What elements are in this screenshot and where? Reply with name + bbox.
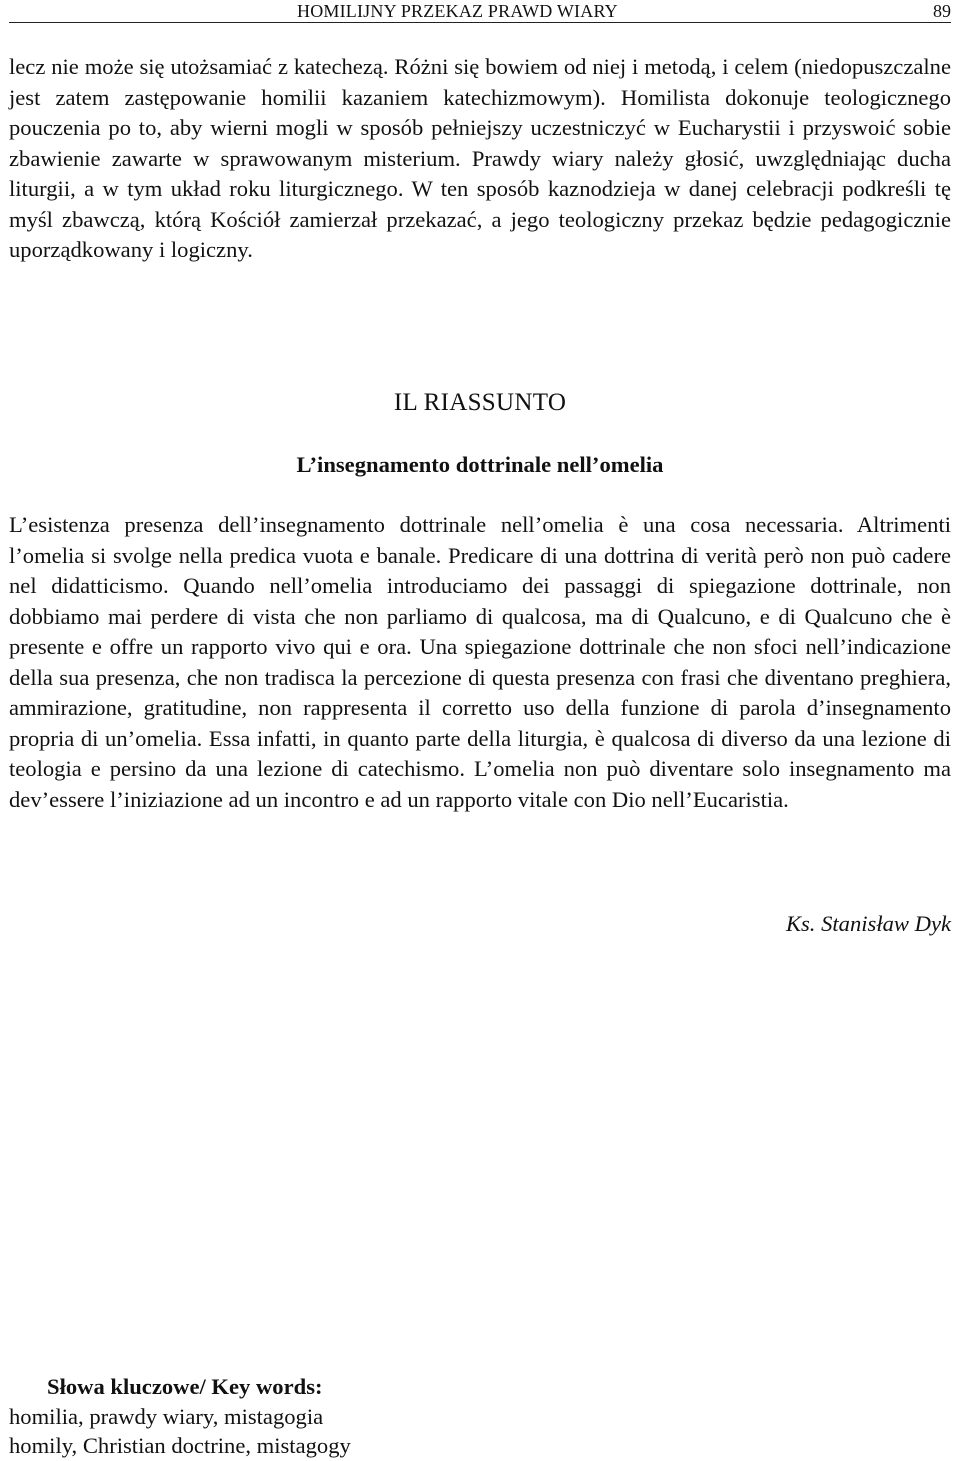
keywords-english: homily, Christian doctrine, mistagogy <box>9 1433 351 1458</box>
keywords-label: Słowa kluczowe/ Key words: <box>47 1374 323 1399</box>
page-number: 89 <box>933 1 951 21</box>
document-page <box>9 0 951 1460</box>
summary-heading: IL RIASSUNTO <box>393 389 567 416</box>
running-header <box>9 0 951 23</box>
running-title: HOMILIJNY PRZEKAZ PRAWD WIARY <box>297 1 618 21</box>
author-signature: Ks. Stanisław Dyk <box>785 911 951 936</box>
keywords-polish: homilia, prawdy wiary, mistagogia <box>9 1403 324 1429</box>
summary-title: L’insegnamento dottrinale nell’omelia <box>296 452 664 477</box>
body-paragraph-polish: lecz nie może się utożsamiać z katechezą. Różni się bowiem od niej i metodą, i celem (niedopuszczalne jest zatem zastępowanie homilii kazaniem katechizmowym). Homilista dokonuje teologicznego pouczenia po to, aby wierni mogli w sposób pełniejszy uczestniczyć w Eucharystii i przyswoić sobie zbawienie zawarte w sprawowanym misterium. Prawdy wiary należy głosić, uwzględniając ducha liturgii, a w tym układ roku liturgicznego. W ten sposób kaznodzieja w danej celebracji podkreśli tę myśl zbawczą, którą Kościół zamierzał przekazać, a jego teologiczny przekaz będzie pedagogicznie uporządkowany i logiczny. <box>9 54 951 262</box>
summary-paragraph-italian: L’esistenza presenza dell’insegnamento dottrinale nell’omelia è una cosa necessaria. Altrimenti l’omelia si svolge nella predica vuota e banale. Predicare di una dottrina di verità però non può cadere nel didatticismo. Quando nell’omelia introduciamo dei passaggi di spiegazione dottrinale, non dobbiamo mai perdere di vista che non parliamo di qualcosa, ma di Qualcuno, e di Qualcuno che è presente e offre un rapporto vivo qui e ora. Una spiegazione dottrinale che non sfoci nell’indicazione della sua presenza, che non tradisca la percezione di questa presenza con frasi che diventano preghiera, ammirazione, gratitudine, non rappresenta il corretto uso della funzione di parola d’insegnamento propria di un’omelia. Essa infatti, in quanto parte della liturgia, è qualcosa di diverso da una lezione di teologia e persino da una lezione di catechismo. L’omelia non può diventare solo insegnamento ma dev’essere l’iniziazione ad un incontro e ad un rapporto vitale con Dio nell’Eucaristia. <box>9 512 951 812</box>
keywords-block <box>9 1372 951 1461</box>
